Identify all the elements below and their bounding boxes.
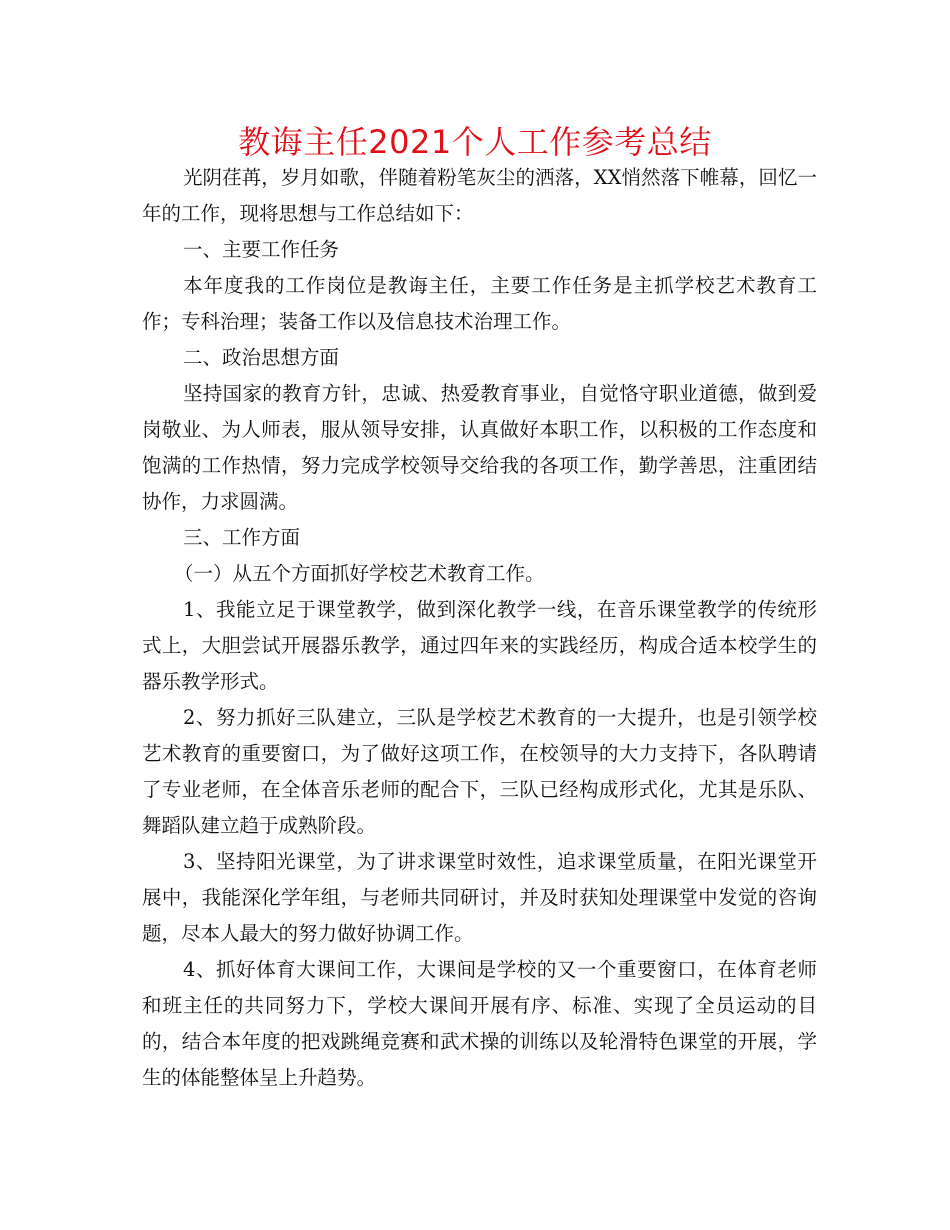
document-title: 教诲主任2021个人工作参考总结 (238, 123, 712, 161)
section-heading: 二、政治思想方面 (183, 346, 340, 369)
numbered-paragraph: 1、我能立足于课堂教学，做到深化教学一线，在音乐课堂教学的传统形式上，大胆尝试开展器乐教学，通过四年来的实践经历，构成合适本校学生的器乐教学形式。 (142, 598, 817, 693)
intro-paragraph: 光阴荏苒，岁月如歌，伴随着粉笔灰尘的洒落，XX悄然落下帷幕，回忆一年的工作，现将思想与工作总结如下： (142, 166, 817, 225)
document-body (142, 160, 817, 1096)
numbered-paragraph: 3、坚持阳光课堂，为了讲求课堂时效性，追求课堂质量，在阳光课堂开展中，我能深化学年组，与老师共同研讨，并及时获知处理课堂中发觉的咨询题，尽本人最大的努力做好协调工作。 (142, 850, 817, 945)
section-heading: 一、主要工作任务 (183, 238, 340, 261)
numbered-paragraph: 2、努力抓好三队建立，三队是学校艺术教育的一大提升，也是引领学校艺术教育的重要窗口，为了做好这项工作，在校领导的大力支持下，各队聘请了专业老师，在全体音乐老师的配合下，三队已经构成形式化，尤其是乐队、舞蹈队建立趋于成熟阶段。 (142, 706, 817, 837)
body-paragraph: 本年度我的工作岗位是教诲主任，主要工作任务是主抓学校艺术教育工作；专科治理；装备工作以及信息技术治理工作。 (142, 274, 817, 333)
numbered-paragraph: 4、抓好体育大课间工作，大课间是学校的又一个重要窗口，在体育老师和班主任的共同努力下，学校大课间开展有序、标准、实现了全员运动的目的，结合本年度的把戏跳绳竞赛和武术操的训练以及轮滑特色课堂的开展，学生的体能整体呈上升趋势。 (142, 958, 817, 1089)
body-paragraph: 坚持国家的教育方针，忠诚、热爱教育事业，自觉恪守职业道德，做到爱岗敬业、为人师表，服从领导安排，认真做好本职工作，以积极的工作态度和饱满的工作热情，努力完成学校领导交给我的各项工作，勤学善思，注重团结协作，力求圆满。 (142, 382, 817, 513)
subsection-heading: （一）从五个方面抓好学校艺术教育工作。 (174, 562, 545, 585)
section-heading: 三、工作方面 (183, 526, 301, 549)
